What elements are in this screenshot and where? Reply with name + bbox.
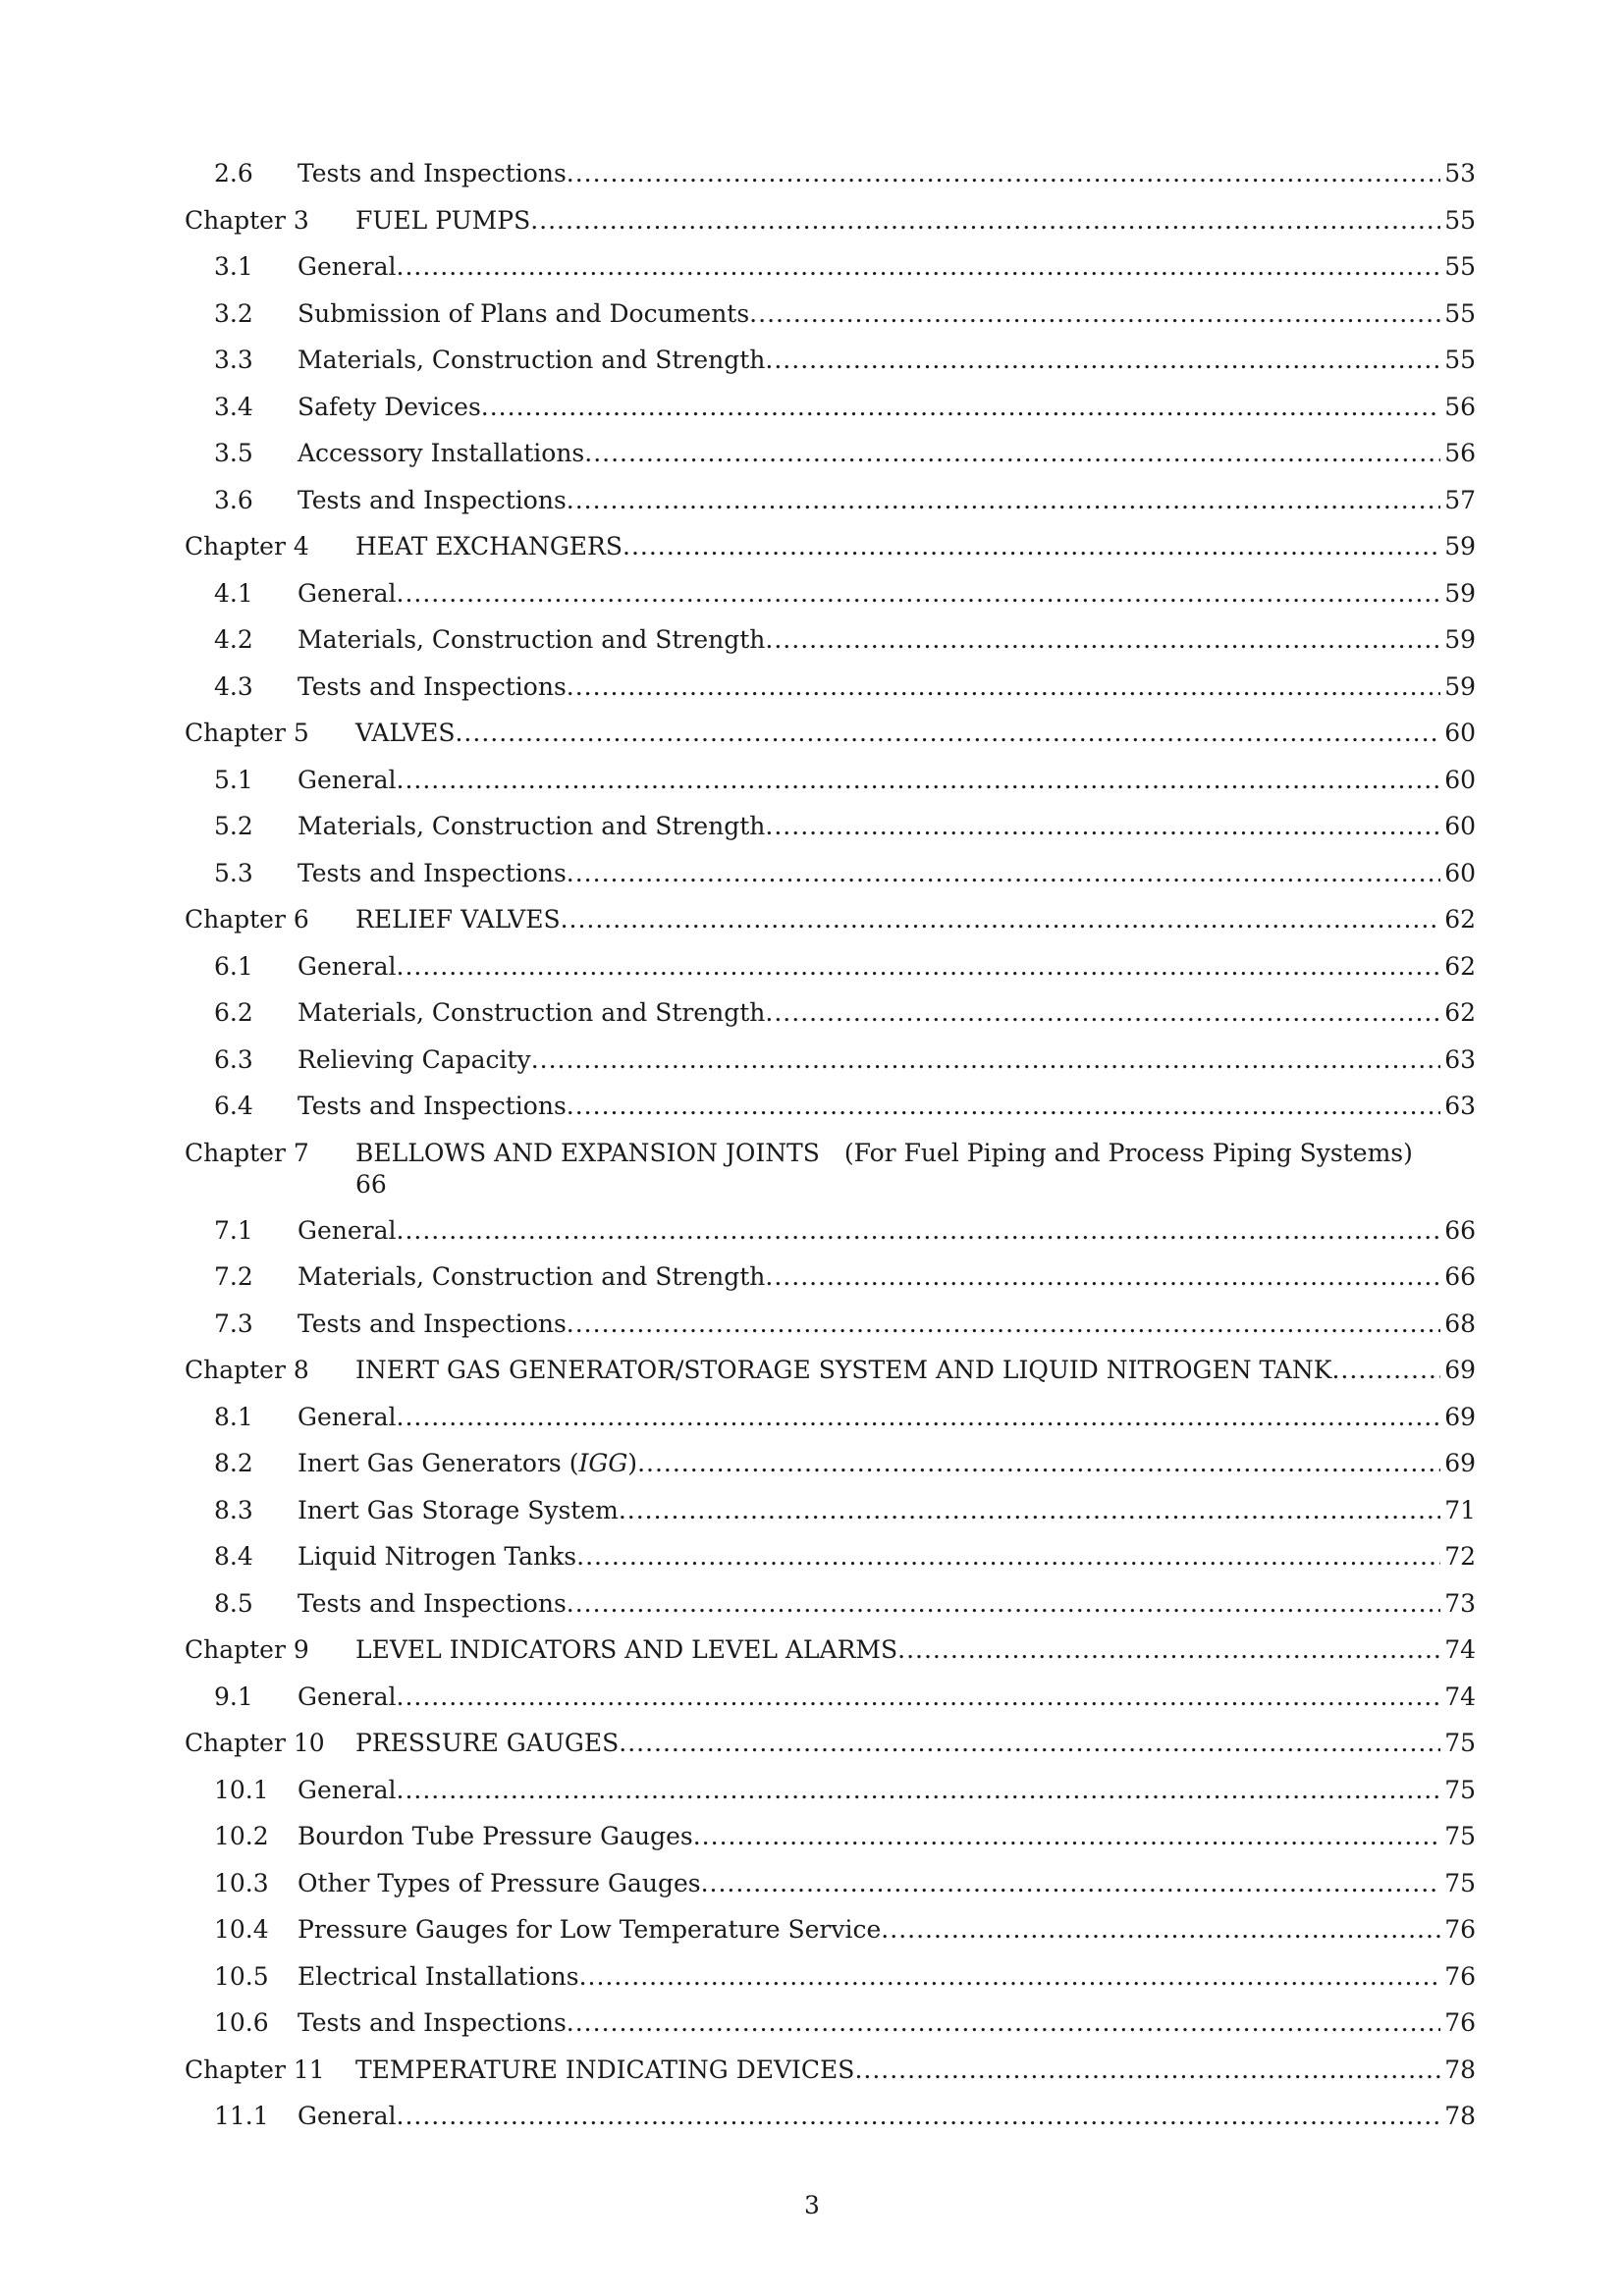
- title-text: Liquid Nitrogen Tanks: [298, 1542, 577, 1571]
- section-number: 5.1: [214, 765, 253, 794]
- title-text-end: ): [627, 1449, 638, 1477]
- title-text: Bourdon Tube Pressure Gauges: [298, 1822, 693, 1850]
- table-of-contents: [0, 154, 1624, 2144]
- section-title: [298, 1398, 397, 1437]
- entry-leader-line: [298, 341, 1476, 380]
- section-number: 8.2: [214, 1449, 253, 1477]
- title-text: Accessory Installations: [298, 439, 585, 467]
- toc-entry[interactable]: [0, 761, 1624, 808]
- title-text: Tests and Inspections: [298, 1308, 567, 1338]
- page-ref: 56: [1444, 439, 1476, 467]
- toc-entry[interactable]: [0, 1537, 1624, 1584]
- toc-entry[interactable]: [0, 2003, 1624, 2051]
- entry-leader-line: [298, 294, 1476, 334]
- title-text: HEAT EXCHANGERS: [355, 532, 623, 561]
- entry-leader-line: [298, 1817, 1476, 1856]
- dot-leader: [397, 1678, 1441, 1717]
- dot-leader: [567, 154, 1440, 193]
- page-ref: 60: [1444, 812, 1476, 840]
- toc-entry[interactable]: [0, 1351, 1624, 1398]
- toc-entry[interactable]: [0, 481, 1624, 528]
- chapter-title: [355, 1724, 619, 1763]
- section-title: [298, 154, 567, 193]
- entry-leader-line: [298, 1041, 1476, 1080]
- entry-leader-line: [298, 2003, 1476, 2043]
- section-title: [298, 341, 765, 380]
- chapter-number: Chapter 3: [185, 205, 309, 235]
- section-title: [298, 1817, 693, 1856]
- title-text: Tests and Inspections: [298, 485, 567, 514]
- section-title: [298, 2003, 567, 2043]
- chapter-title: [355, 1630, 897, 1670]
- title-text: Tests and Inspections: [298, 2008, 567, 2037]
- section-title: [298, 620, 765, 660]
- title-text: General: [298, 765, 397, 794]
- entry-leader-line: [298, 247, 1476, 287]
- title-text: Materials, Construction and Strength: [298, 998, 766, 1027]
- page-ref: 72: [1444, 1542, 1476, 1571]
- dot-leader: [881, 1910, 1440, 1949]
- dot-leader: [584, 434, 1440, 473]
- section-title: [298, 1537, 576, 1576]
- section-number: 10.4: [214, 1915, 269, 1944]
- entry-leader-line: [355, 1724, 1476, 1763]
- title-text: PRESSURE GAUGES: [355, 1729, 620, 1757]
- section-number: 6.2: [214, 998, 253, 1027]
- dot-leader: [567, 1087, 1440, 1126]
- dot-leader: [765, 1257, 1440, 1297]
- toc-entry[interactable]: [0, 1211, 1624, 1258]
- page-ref: 62: [1444, 951, 1476, 981]
- entry-leader-line: [355, 714, 1476, 753]
- section-title: [298, 993, 765, 1033]
- entry-leader-line: [298, 993, 1476, 1033]
- toc-entry[interactable]: [0, 1087, 1624, 1134]
- dot-leader: [481, 388, 1440, 427]
- section-title: [298, 1678, 397, 1717]
- toc-entry[interactable]: [0, 527, 1624, 574]
- chapter-number: Chapter 11: [185, 2055, 325, 2084]
- toc-entry[interactable]: [0, 1910, 1624, 1957]
- chapter-number: Chapter 8: [185, 1356, 309, 1384]
- chapter-title: BELLOWS AND EXPANSION JOINTS (For Fuel Piping and Process Piping Systems): [355, 1138, 1413, 1167]
- page-ref: 60: [1444, 765, 1476, 794]
- chapter-number: Chapter 7: [185, 1138, 309, 1167]
- section-number: 7.2: [214, 1262, 253, 1291]
- section-number: 10.1: [214, 1775, 269, 1804]
- section-title: [298, 1087, 567, 1126]
- dot-leader: [765, 341, 1440, 380]
- toc-entry[interactable]: [0, 1817, 1624, 1864]
- dot-leader: [701, 1864, 1441, 1903]
- toc-entry[interactable]: [0, 993, 1624, 1041]
- section-title: [298, 247, 397, 287]
- dot-leader: [397, 247, 1441, 287]
- toc-entry[interactable]: [0, 201, 1624, 248]
- page-ref: 69: [1444, 1402, 1476, 1431]
- entry-leader-line: [298, 667, 1476, 707]
- chapter-title: [355, 714, 455, 753]
- dot-leader: [623, 527, 1440, 566]
- entry-leader-line: [355, 900, 1476, 939]
- section-number: 5.2: [214, 812, 253, 840]
- title-text: General: [298, 578, 397, 608]
- entry-leader-line: [298, 854, 1476, 893]
- entry-leader-line: [298, 1087, 1476, 1126]
- page-ref: 76: [1444, 2008, 1476, 2037]
- toc-entry[interactable]: [0, 2097, 1624, 2144]
- toc-entry[interactable]: [0, 1305, 1624, 1352]
- toc-entry[interactable]: [0, 854, 1624, 901]
- chapter-number: Chapter 9: [185, 1635, 309, 1664]
- page-ref: 62: [1444, 905, 1476, 934]
- title-text: General: [298, 1402, 397, 1431]
- title-text: Inert Gas Storage System: [298, 1495, 619, 1524]
- title-text: General: [298, 1775, 397, 1804]
- dot-leader: [397, 2097, 1441, 2136]
- section-number: 6.4: [214, 1092, 253, 1120]
- section-number: 10.2: [214, 1822, 269, 1850]
- dot-leader: [765, 620, 1440, 660]
- toc-entry[interactable]: [0, 247, 1624, 294]
- title-text: FUEL PUMPS: [355, 205, 531, 235]
- entry-leader-line: [298, 807, 1476, 846]
- title-text: Electrical Installations: [298, 1961, 579, 1991]
- dot-leader: [765, 993, 1440, 1033]
- entry-leader-line: [298, 1257, 1476, 1297]
- section-number: 8.4: [214, 1542, 253, 1571]
- section-number: 2.6: [214, 159, 253, 187]
- dot-leader: [693, 1817, 1440, 1856]
- page-ref: 59: [1444, 578, 1476, 608]
- title-text: Tests and Inspections: [298, 671, 567, 701]
- chapter-number: Chapter 10: [185, 1729, 325, 1757]
- entry-leader-line: [355, 2051, 1476, 2090]
- section-number: 3.2: [214, 298, 253, 328]
- toc-entry[interactable]: [0, 1957, 1624, 2004]
- entry-leader-line: [298, 2097, 1476, 2136]
- page-ref: 59: [1444, 671, 1476, 701]
- dot-leader: [397, 1771, 1441, 1810]
- section-title: [298, 807, 765, 846]
- page-ref: 69: [1444, 1449, 1476, 1477]
- dot-leader: [619, 1491, 1440, 1530]
- toc-entry[interactable]: [0, 620, 1624, 667]
- section-number: 3.4: [214, 392, 253, 421]
- entry-leader-line: [298, 1771, 1476, 1810]
- dot-leader: [567, 1584, 1440, 1624]
- toc-entry[interactable]: [0, 1134, 1624, 1211]
- entry-leader-line: [298, 434, 1476, 473]
- dot-leader: [567, 854, 1440, 893]
- section-title: [298, 1864, 701, 1903]
- page-ref: 59: [1444, 625, 1476, 654]
- dot-leader: [531, 1041, 1441, 1080]
- page-ref: 66: [355, 1169, 387, 1199]
- page-ref: 63: [1444, 1044, 1476, 1074]
- dot-leader: [765, 807, 1440, 846]
- entry-leader-line: [298, 761, 1476, 800]
- section-number: 3.1: [214, 252, 253, 281]
- dot-leader: [397, 947, 1441, 987]
- title-abbreviation: IGG: [578, 1449, 628, 1477]
- section-number: 10.5: [214, 1961, 269, 1991]
- dot-leader: [397, 1398, 1441, 1437]
- section-number: 8.5: [214, 1588, 253, 1618]
- section-number: 7.1: [214, 1215, 253, 1245]
- section-title: [298, 1257, 765, 1297]
- page-ref: 78: [1444, 2102, 1476, 2130]
- title-text: Submission of Plans and Documents: [298, 298, 750, 328]
- dot-leader: [897, 1630, 1440, 1670]
- toc-entry[interactable]: [0, 154, 1624, 201]
- title-text: Relieving Capacity: [298, 1044, 531, 1074]
- chapter-title: [355, 1351, 1331, 1390]
- page-ref: 55: [1444, 298, 1476, 328]
- dot-leader: [455, 714, 1440, 753]
- chapter-number: Chapter 5: [185, 719, 309, 747]
- entry-leader-line: [298, 1398, 1476, 1437]
- toc-entry[interactable]: [0, 807, 1624, 854]
- section-title: [298, 1444, 637, 1483]
- title-text: INERT GAS GENERATOR/STORAGE SYSTEM AND LIQUID NITROGEN TANK: [355, 1356, 1332, 1384]
- title-text: General: [298, 252, 397, 281]
- dot-leader: [567, 1305, 1440, 1344]
- section-number: 3.5: [214, 439, 253, 467]
- title-text: Materials, Construction and Strength: [298, 812, 766, 840]
- title-text: Tests and Inspections: [298, 1092, 567, 1120]
- section-number: 4.1: [214, 578, 253, 608]
- page-ref: 75: [1444, 1729, 1476, 1757]
- page-ref: 68: [1444, 1308, 1476, 1338]
- entry-leader-line: [298, 1444, 1476, 1483]
- title-text: Materials, Construction and Strength: [298, 1262, 766, 1291]
- section-title: [298, 854, 567, 893]
- page-ref: 66: [1444, 1215, 1476, 1245]
- toc-entry[interactable]: [0, 574, 1624, 621]
- entry-leader-line: [355, 1351, 1476, 1390]
- page-ref: 75: [1444, 1775, 1476, 1804]
- page-ref: 73: [1444, 1588, 1476, 1618]
- section-number: 7.3: [214, 1308, 253, 1338]
- page-ref: 75: [1444, 1868, 1476, 1897]
- toc-entry[interactable]: [0, 341, 1624, 388]
- title-text: Tests and Inspections: [298, 858, 567, 887]
- page-ref: 57: [1444, 485, 1476, 514]
- page-ref: 69: [1444, 1356, 1476, 1384]
- toc-entry[interactable]: [0, 1771, 1624, 1818]
- section-title: [298, 1041, 531, 1080]
- section-title: [298, 294, 749, 334]
- entry-leader-line: [298, 154, 1476, 193]
- entry-leader-line: [298, 947, 1476, 987]
- toc-entry[interactable]: [0, 1678, 1624, 1725]
- page-ref: 76: [1444, 1961, 1476, 1991]
- entry-leader-line: [298, 1211, 1476, 1251]
- section-number: 8.1: [214, 1402, 253, 1431]
- title-text: General: [298, 1215, 397, 1245]
- page-ref: 56: [1444, 392, 1476, 421]
- page-ref: 53: [1444, 159, 1476, 187]
- chapter-title: [355, 527, 623, 566]
- section-title: [298, 2097, 397, 2136]
- section-number: 8.3: [214, 1495, 253, 1524]
- toc-entry[interactable]: [0, 1630, 1624, 1678]
- toc-entry[interactable]: [0, 947, 1624, 994]
- title-text: Inert Gas Generators (: [298, 1449, 579, 1477]
- title-text: Safety Devices: [298, 392, 481, 421]
- entry-leader-line: [298, 388, 1476, 427]
- chapter-number: Chapter 4: [185, 532, 309, 561]
- section-title: [298, 574, 397, 614]
- toc-entry[interactable]: [0, 1398, 1624, 1445]
- title-text: Materials, Construction and Strength: [298, 625, 766, 654]
- toc-entry[interactable]: [0, 900, 1624, 947]
- entry-leader-line: [298, 1305, 1476, 1344]
- entry-leader-line: [298, 620, 1476, 660]
- section-title: [298, 388, 481, 427]
- entry-leader-line: [298, 1491, 1476, 1530]
- entry-leader-line: [298, 1584, 1476, 1624]
- dot-leader: [854, 2051, 1440, 2090]
- section-number: 6.1: [214, 951, 253, 981]
- dot-leader: [561, 900, 1441, 939]
- dot-leader: [579, 1957, 1441, 1997]
- section-number: 3.3: [214, 346, 253, 374]
- dot-leader: [530, 201, 1440, 240]
- toc-entry[interactable]: [0, 388, 1624, 435]
- page-ref: 55: [1444, 205, 1476, 235]
- section-title: [298, 1771, 397, 1810]
- section-number: 6.3: [214, 1044, 253, 1074]
- page-ref: 60: [1444, 858, 1476, 887]
- section-title: [298, 667, 567, 707]
- entry-leader-line: [355, 527, 1476, 566]
- section-title: [298, 1211, 397, 1251]
- dot-leader: [567, 667, 1440, 707]
- dot-leader: [567, 2003, 1440, 2043]
- section-title: [298, 947, 397, 987]
- entry-leader-line: [298, 1957, 1476, 1997]
- section-title: [298, 1910, 881, 1949]
- section-number: 10.6: [214, 2008, 269, 2037]
- dot-leader: [567, 481, 1440, 520]
- toc-entry[interactable]: [0, 1584, 1624, 1631]
- title-text: Other Types of Pressure Gauges: [298, 1868, 701, 1897]
- entry-leader-line: [298, 1678, 1476, 1717]
- page-ref: 55: [1444, 252, 1476, 281]
- entry-leader-line: [298, 1537, 1476, 1576]
- section-title: [298, 434, 584, 473]
- toc-entry[interactable]: [0, 1491, 1624, 1538]
- chapter-number: Chapter 6: [185, 905, 309, 934]
- dot-leader: [397, 574, 1441, 614]
- page-ref: 74: [1444, 1635, 1476, 1664]
- entry-leader-line: [298, 1864, 1476, 1903]
- section-title: [298, 1957, 579, 1997]
- chapter-title: [355, 201, 530, 240]
- toc-entry[interactable]: [0, 667, 1624, 715]
- title-text: Tests and Inspections: [298, 159, 567, 187]
- page-ref: 59: [1444, 532, 1476, 561]
- title-text: Tests and Inspections: [298, 1588, 567, 1618]
- toc-entry[interactable]: [0, 1864, 1624, 1911]
- entry-leader-line: [298, 574, 1476, 614]
- page-ref: 76: [1444, 1915, 1476, 1944]
- page-ref: 55: [1444, 346, 1476, 374]
- title-text: General: [298, 1682, 397, 1711]
- dot-leader: [576, 1537, 1440, 1576]
- dot-leader: [619, 1724, 1440, 1763]
- toc-entry[interactable]: [0, 1724, 1624, 1771]
- title-text: VALVES: [355, 719, 456, 747]
- toc-entry[interactable]: [0, 1444, 1624, 1491]
- title-text: Materials, Construction and Strength: [298, 346, 766, 374]
- page-number: 3: [804, 2191, 820, 2219]
- entry-leader-line: [298, 1910, 1476, 1949]
- title-text: RELIEF VALVES: [355, 905, 561, 934]
- page-ref: 78: [1444, 2055, 1476, 2084]
- title-text: Pressure Gauges for Low Temperature Service: [298, 1915, 882, 1944]
- section-number: 10.3: [214, 1868, 269, 1897]
- entry-leader-line: [298, 481, 1476, 520]
- section-number: 9.1: [214, 1682, 253, 1711]
- title-text: General: [298, 951, 397, 981]
- chapter-title: [355, 900, 561, 939]
- dot-leader: [397, 761, 1441, 800]
- section-title: [298, 1491, 619, 1530]
- chapter-title: [355, 2051, 854, 2090]
- dot-leader: [1331, 1351, 1440, 1390]
- page-ref: 63: [1444, 1092, 1476, 1120]
- toc-entry[interactable]: [0, 434, 1624, 481]
- page-ref: 71: [1444, 1495, 1476, 1524]
- section-title: [298, 1305, 567, 1344]
- toc-entry[interactable]: [0, 714, 1624, 761]
- section-number: 11.1: [214, 2102, 269, 2130]
- section-title: [298, 761, 397, 800]
- section-number: 5.3: [214, 858, 253, 887]
- page-ref: 74: [1444, 1682, 1476, 1711]
- page-ref: 62: [1444, 998, 1476, 1027]
- toc-entry[interactable]: [0, 1041, 1624, 1088]
- toc-entry[interactable]: [0, 294, 1624, 342]
- page-ref: 66: [1444, 1262, 1476, 1291]
- dot-leader: [397, 1211, 1441, 1251]
- page-ref: 75: [1444, 1822, 1476, 1850]
- entry-leader-line: [355, 201, 1476, 240]
- section-number: 4.3: [214, 671, 253, 701]
- page-ref: 60: [1444, 719, 1476, 747]
- section-number: 4.2: [214, 625, 253, 654]
- dot-leader: [749, 294, 1440, 334]
- title-text: TEMPERATURE INDICATING DEVICES: [355, 2055, 855, 2084]
- dot-leader: [637, 1444, 1440, 1483]
- title-text: General: [298, 2102, 397, 2130]
- section-title: [298, 481, 567, 520]
- toc-entry[interactable]: [0, 2051, 1624, 2098]
- toc-entry[interactable]: [0, 1257, 1624, 1305]
- title-text: LEVEL INDICATORS AND LEVEL ALARMS: [355, 1635, 898, 1664]
- entry-leader-line: [355, 1630, 1476, 1670]
- section-number: 3.6: [214, 485, 253, 514]
- section-title: [298, 1584, 567, 1624]
